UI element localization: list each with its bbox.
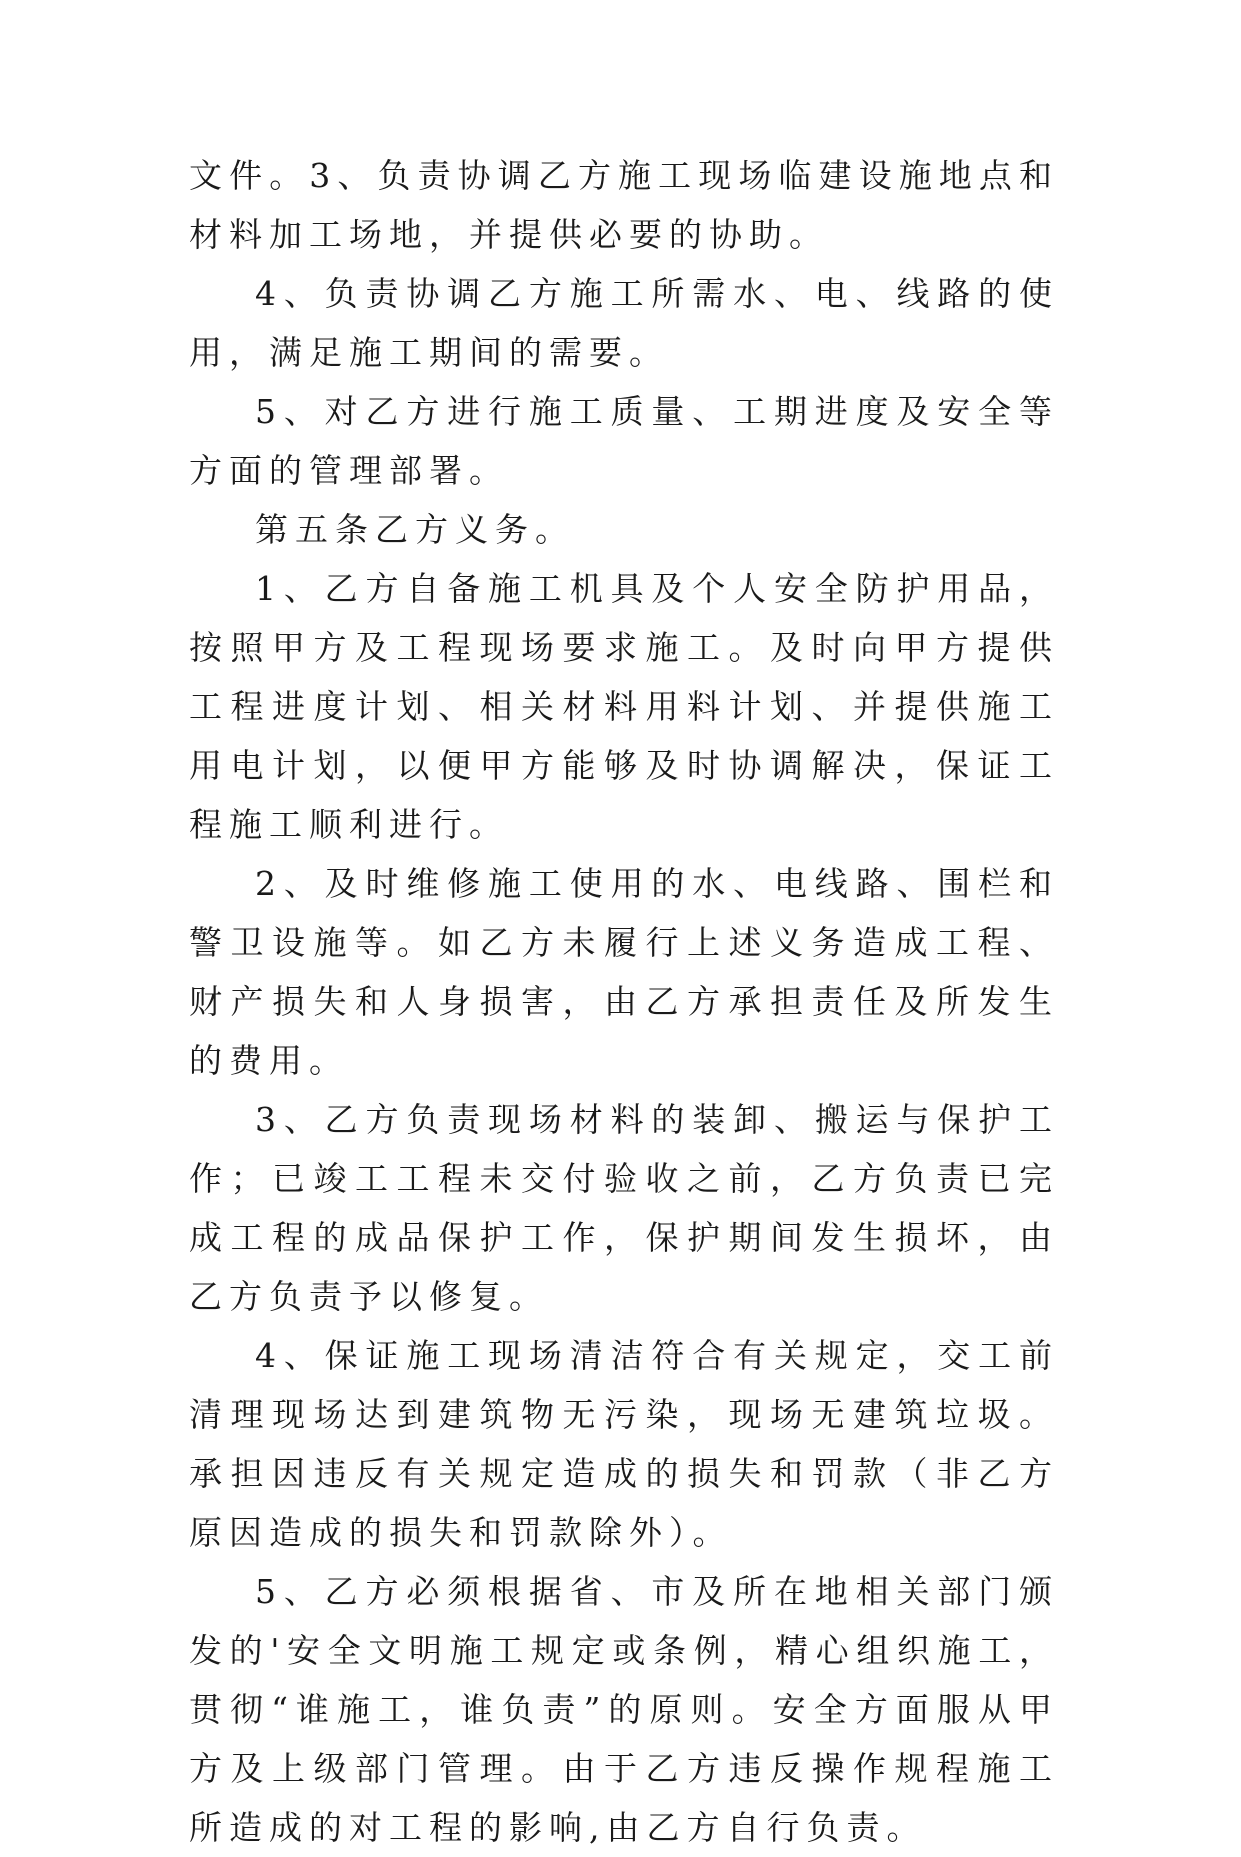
paragraph-1: 文件。3、负责协调乙方施工现场临建设施地点和材料加工场地，并提供必要的协助。 (189, 156, 1059, 254)
paragraph-6: 2、及时维修施工使用的水、电线路、围栏和警卫设施等。如乙方未履行上述义务造成工程、财产损失和人身损害，由乙方承担责任及所发生的费用。 (189, 864, 1059, 1080)
paragraph-7: 3、乙方负责现场材料的装卸、搬运与保护工作；已竣工工程未交付验收之前，乙方负责已完成工程的成品保护工作，保护期间发生损坏，由乙方负责予以修复。 (189, 1100, 1059, 1316)
document-body (189, 146, 1059, 1857)
paragraph-2: 4、负责协调乙方施工所需水、电、线路的使用，满足施工期间的需要。 (189, 274, 1059, 372)
paragraph-5: 1、乙方自备施工机具及个人安全防护用品，按照甲方及工程现场要求施工。及时向甲方提供工程进度计划、相关材料用料计划、并提供施工用电计划，以便甲方能够及时协调解决，保证工程施工顺利进行。 (189, 569, 1059, 844)
paragraph-9: 5、乙方必须根据省、市及所在地相关部门颁发的'安全文明施工规定或条例，精心组织施工，贯彻“谁施工，谁负责”的原则。安全方面服从甲方及上级部门管理。由于乙方违反操作规程施工所造成的对工程的影响,由乙方自行负责。 (189, 1572, 1059, 1847)
paragraph-3: 5、对乙方进行施工质量、工期进度及安全等方面的管理部署。 (189, 392, 1059, 490)
section-heading-article-5: 第五条乙方义务。 (255, 510, 575, 549)
paragraph-8: 4、保证施工现场清洁符合有关规定，交工前清理现场达到建筑物无污染，现场无建筑垃圾。承担因违反有关规定造成的损失和罚款（非乙方原因造成的损失和罚款除外）。 (189, 1336, 1059, 1552)
